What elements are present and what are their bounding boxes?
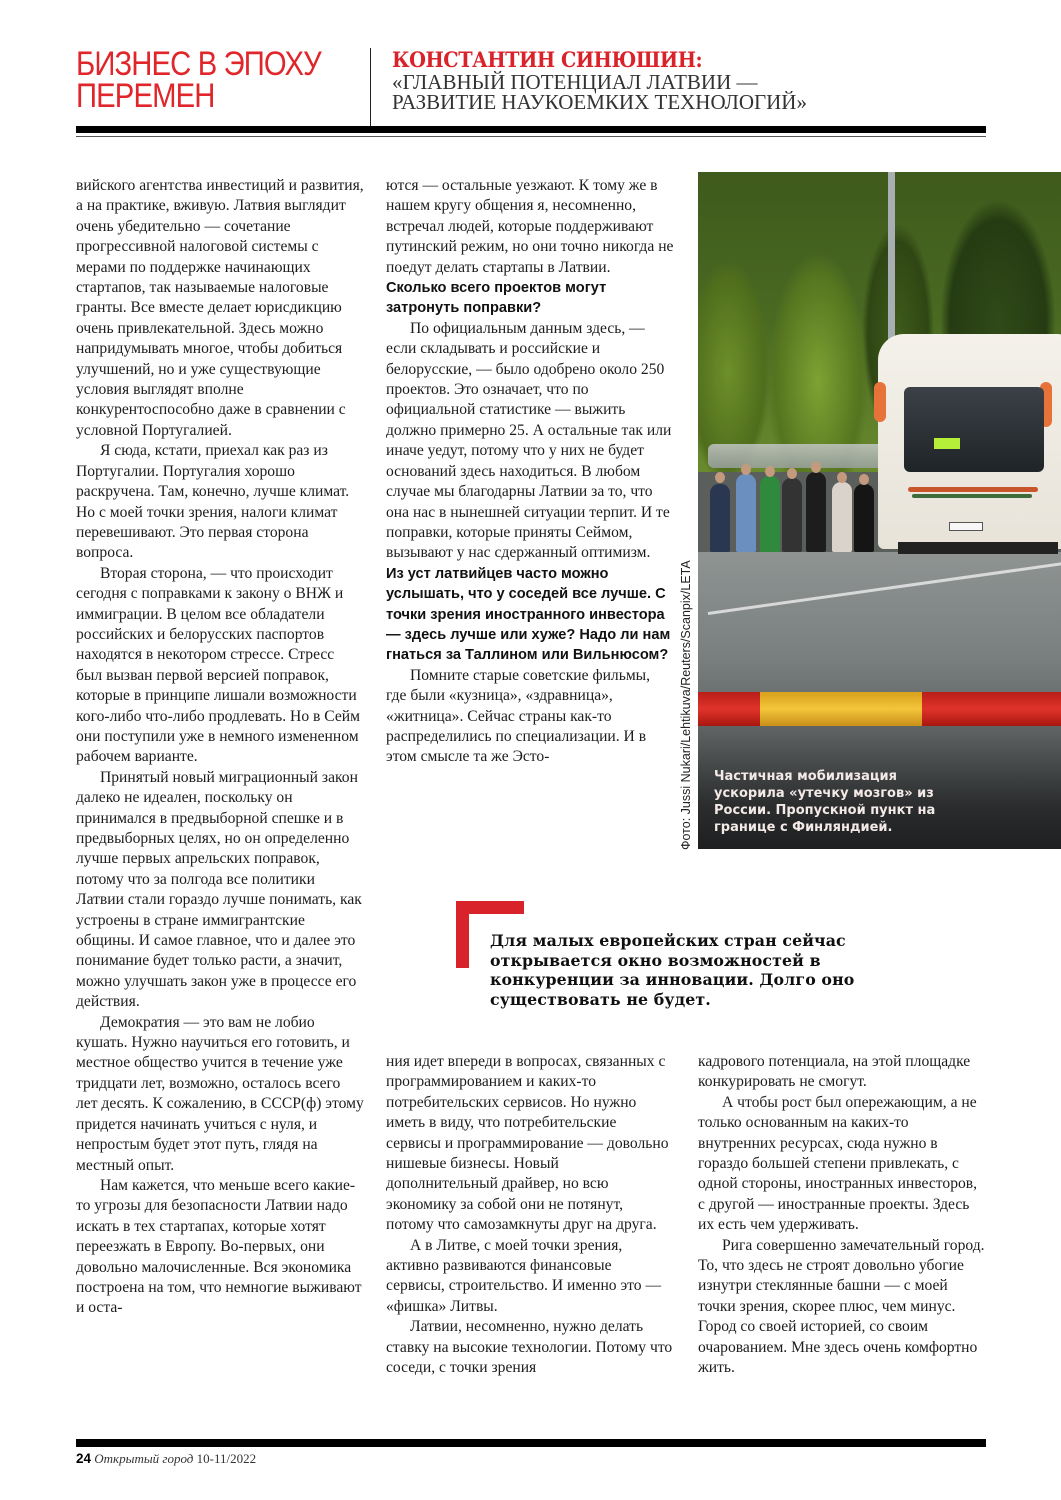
article-photo — [698, 172, 1061, 849]
barrier-segment-red — [922, 692, 1061, 726]
pull-quote: Для малых европейских стран сейчас открывается окно возможностей в конкуренции за инновации. Долго оно существовать не будет. — [490, 931, 855, 1009]
paragraph: кадрового потенциала, на этой площадке конкурировать не смогут. — [698, 1053, 971, 1091]
person-head — [859, 474, 869, 485]
pull-quote-corner-mark — [456, 901, 524, 914]
page-number: 24 — [76, 1451, 92, 1466]
paragraph: А в Литве, с моей точки зрения, активно развиваются финансовые сервисы, строительство. И именно это — «фишка» Литвы. — [386, 1236, 662, 1315]
paragraph: ются — остальные уезжают. К тому же в нашем кругу общения я, несомненно, встречал людей, которые поддерживают путинский режим, но они точно никогда не поедут делать стартапы в Латвии. — [386, 177, 674, 276]
paragraph: ния идет впереди в вопросах, связанных с программированием и каких-то потребительских сервисов. Но нужно иметь в виду, что потребительские сервисы и программирование — довольно нишевые бизнесы. Новый дополнительный драйвер, но всю экономику за собой они не потянут, потому что самозамкнуты друг на друга. — [386, 1053, 669, 1234]
header-rule-thin — [76, 136, 986, 137]
article-column-3 — [386, 1052, 674, 1379]
person-head — [787, 468, 797, 479]
article-column-4 — [698, 1052, 986, 1379]
person-head — [765, 466, 775, 477]
person — [760, 476, 780, 552]
interview-question: Из уст латвийцев часто можно услышать, что у соседей все лучше. С точки зрения иностранного инвестора — здесь лучше или хуже? Надо ли нам гнаться за Таллином или Вильнюсом? — [386, 565, 671, 664]
headline-quote-line2: РАЗВИТИЕ НАУКОЕМКИХ ТЕХНОЛОГИЙ» — [392, 90, 807, 114]
person-head — [837, 472, 847, 483]
headline-quote — [392, 72, 952, 112]
photo-credit-text: Фото: Jussi Nukari/Lehtikuva/Reuters/Scanpix/LETA — [679, 560, 693, 850]
magazine-name: Открытый город — [94, 1451, 194, 1466]
footer-rule — [76, 1439, 986, 1447]
person-head — [715, 472, 725, 483]
paragraph: Помните старые советские фильмы, где были «кузница», «здравница», «житница». Сейчас страны как-то распределились по специализации. И в этом смысле та же Эсто- — [386, 666, 651, 766]
bus-stripe — [908, 487, 1038, 492]
header-rule — [76, 126, 986, 133]
border-barrier — [698, 692, 1061, 726]
headline-quote-line1: «ГЛАВНЫЙ ПОТЕНЦИАЛ ЛАТВИИ — — [392, 70, 758, 94]
bus-bumper — [898, 542, 1058, 554]
person — [854, 484, 874, 552]
bus-stripe — [912, 494, 1032, 498]
paragraph: вийского агентства инвестиций и развития, а на практике, вживую. Латвия выглядит очень убедительно — сочетание прогрессивной налоговой системы с мерами по поддержке начинающих стартапов, так называемые налоговые гранты. Все вместе делает юрисдикцию очень привлекательной. Здесь можно напридумывать многое, чтобы добиться улучшений, но и уже существующие условия выглядят вполне конкурентоспособно даже в сравнении с условной Португалией. — [76, 177, 364, 439]
barrier-segment-yellow — [760, 692, 922, 726]
interviewee-name: КОНСТАНТИН СИНЮШИН: — [392, 47, 703, 72]
paragraph: Рига совершенно замечательный город. То, что здесь не строят довольно убогие изнутри стеклянные башни — с моей точки зрения, скорее плюс, чем минус. Город со своей историей, со своим очарованием. Мне здесь очень комфортно жить. — [698, 1236, 985, 1377]
person — [782, 478, 802, 552]
bus-plate — [949, 522, 983, 531]
person — [736, 474, 756, 552]
paragraph: Нам кажется, что меньше всего какие-то угрозы для безопасности Латвии надо искать в тех стартапах, которые хотят переезжать в Европу. Во-первых, они довольно малочисленные. Вся экономика построена на том, что немногие выживают и оста- — [76, 1176, 362, 1317]
paragraph: Демократия — это вам не лобио кушать. Нужно научиться его готовить, и местное общество учится в течение уже тридцати лет, возможно, осталось всего лет десять. К сожалению, в СССР(ф) этому придется начинать учиться с нуля, и непростым будет этот путь, глядя на местный опыт. — [76, 1013, 364, 1174]
person-head — [811, 462, 821, 473]
article-column-1 — [76, 176, 364, 1319]
photo-caption: Частичная мобилизация ускорила «утечку мозгов» из России. Пропускной пункт на границе с Финляндией. — [714, 769, 936, 835]
paragraph: Латвии, несомненно, нужно делать ставку на высокие технологии. Потому что соседи, с точки зрения — [386, 1318, 673, 1377]
page-footer — [76, 1451, 256, 1467]
paragraph: Вторая сторона, — что происходит сегодня с поправками к закону о ВНЖ и иммиграции. В целом все обладатели российских и белорусских паспортов находятся в некотором стрессе. Стресс был вызван первой версией поправок, которые в принципе лишали возможности кого-либо что-либо продлевать. Но в Сейм они поступили уже в немного измененном рабочем варианте. — [76, 564, 360, 766]
paragraph: Принятый новый миграционный закон далеко не идеален, поскольку он принимался в предвыборной спешке и в предвыборных целях, но он определенно лучше первых апрельских поправок, потому что за полгода все политики Латвии стали гораздо лучше понимать, как устроены в стране иммигрантские общины. И самое главное, что и далее это понимание будет только расти, а значит, можно улучшать закон уже в процессе его действия. — [76, 768, 362, 1011]
bus-sign — [934, 438, 960, 449]
person-head — [741, 464, 751, 475]
rubric-title: БИЗНЕС В ЭПОХУ ПЕРЕМЕН — [76, 45, 321, 115]
bus-windshield — [904, 387, 1044, 472]
barrier-segment-red — [698, 692, 760, 726]
people-group — [708, 442, 883, 552]
paragraph: А чтобы рост был опережающим, а не только основанным на каких-то внутренних ресурсах, сюда нужно в гораздо большей степени привлекать, с одной стороны, иностранных инвесторов, с другой — иностранные проекты. Здесь их есть чем удерживать. — [698, 1093, 978, 1234]
person — [710, 484, 730, 552]
person — [832, 482, 852, 552]
issue-number: 10-11/2022 — [196, 1451, 257, 1466]
interview-question: Сколько всего проектов могут затронуть поправки? — [386, 280, 607, 317]
person — [806, 472, 826, 552]
bus-mirror — [874, 382, 886, 422]
article-column-2 — [386, 176, 674, 768]
header-divider — [370, 48, 371, 126]
paragraph: По официальным данным здесь, — если складывать и российские и белорусские, — было одобрено около 250 проектов. Это означает, что по официальной статистике — выжить должно примерно 25. А остальные так или иначе уедут, потому что у них не будет оснований здесь находиться. В любом случае мы благодарны Латвии за то, что она нас в нынешней ситуации терпит. И те поправки, которые приняты Сеймом, вызывают у нас сдержанный оптимизм. — [386, 319, 672, 562]
paragraph: Я сюда, кстати, приехал как раз из Португалии. Португалия хорошо раскручена. Там, конечно, лучше климат. Но с моей точки зрения, налоги климат перевешивают. Это первая сторона вопроса. — [76, 442, 350, 562]
